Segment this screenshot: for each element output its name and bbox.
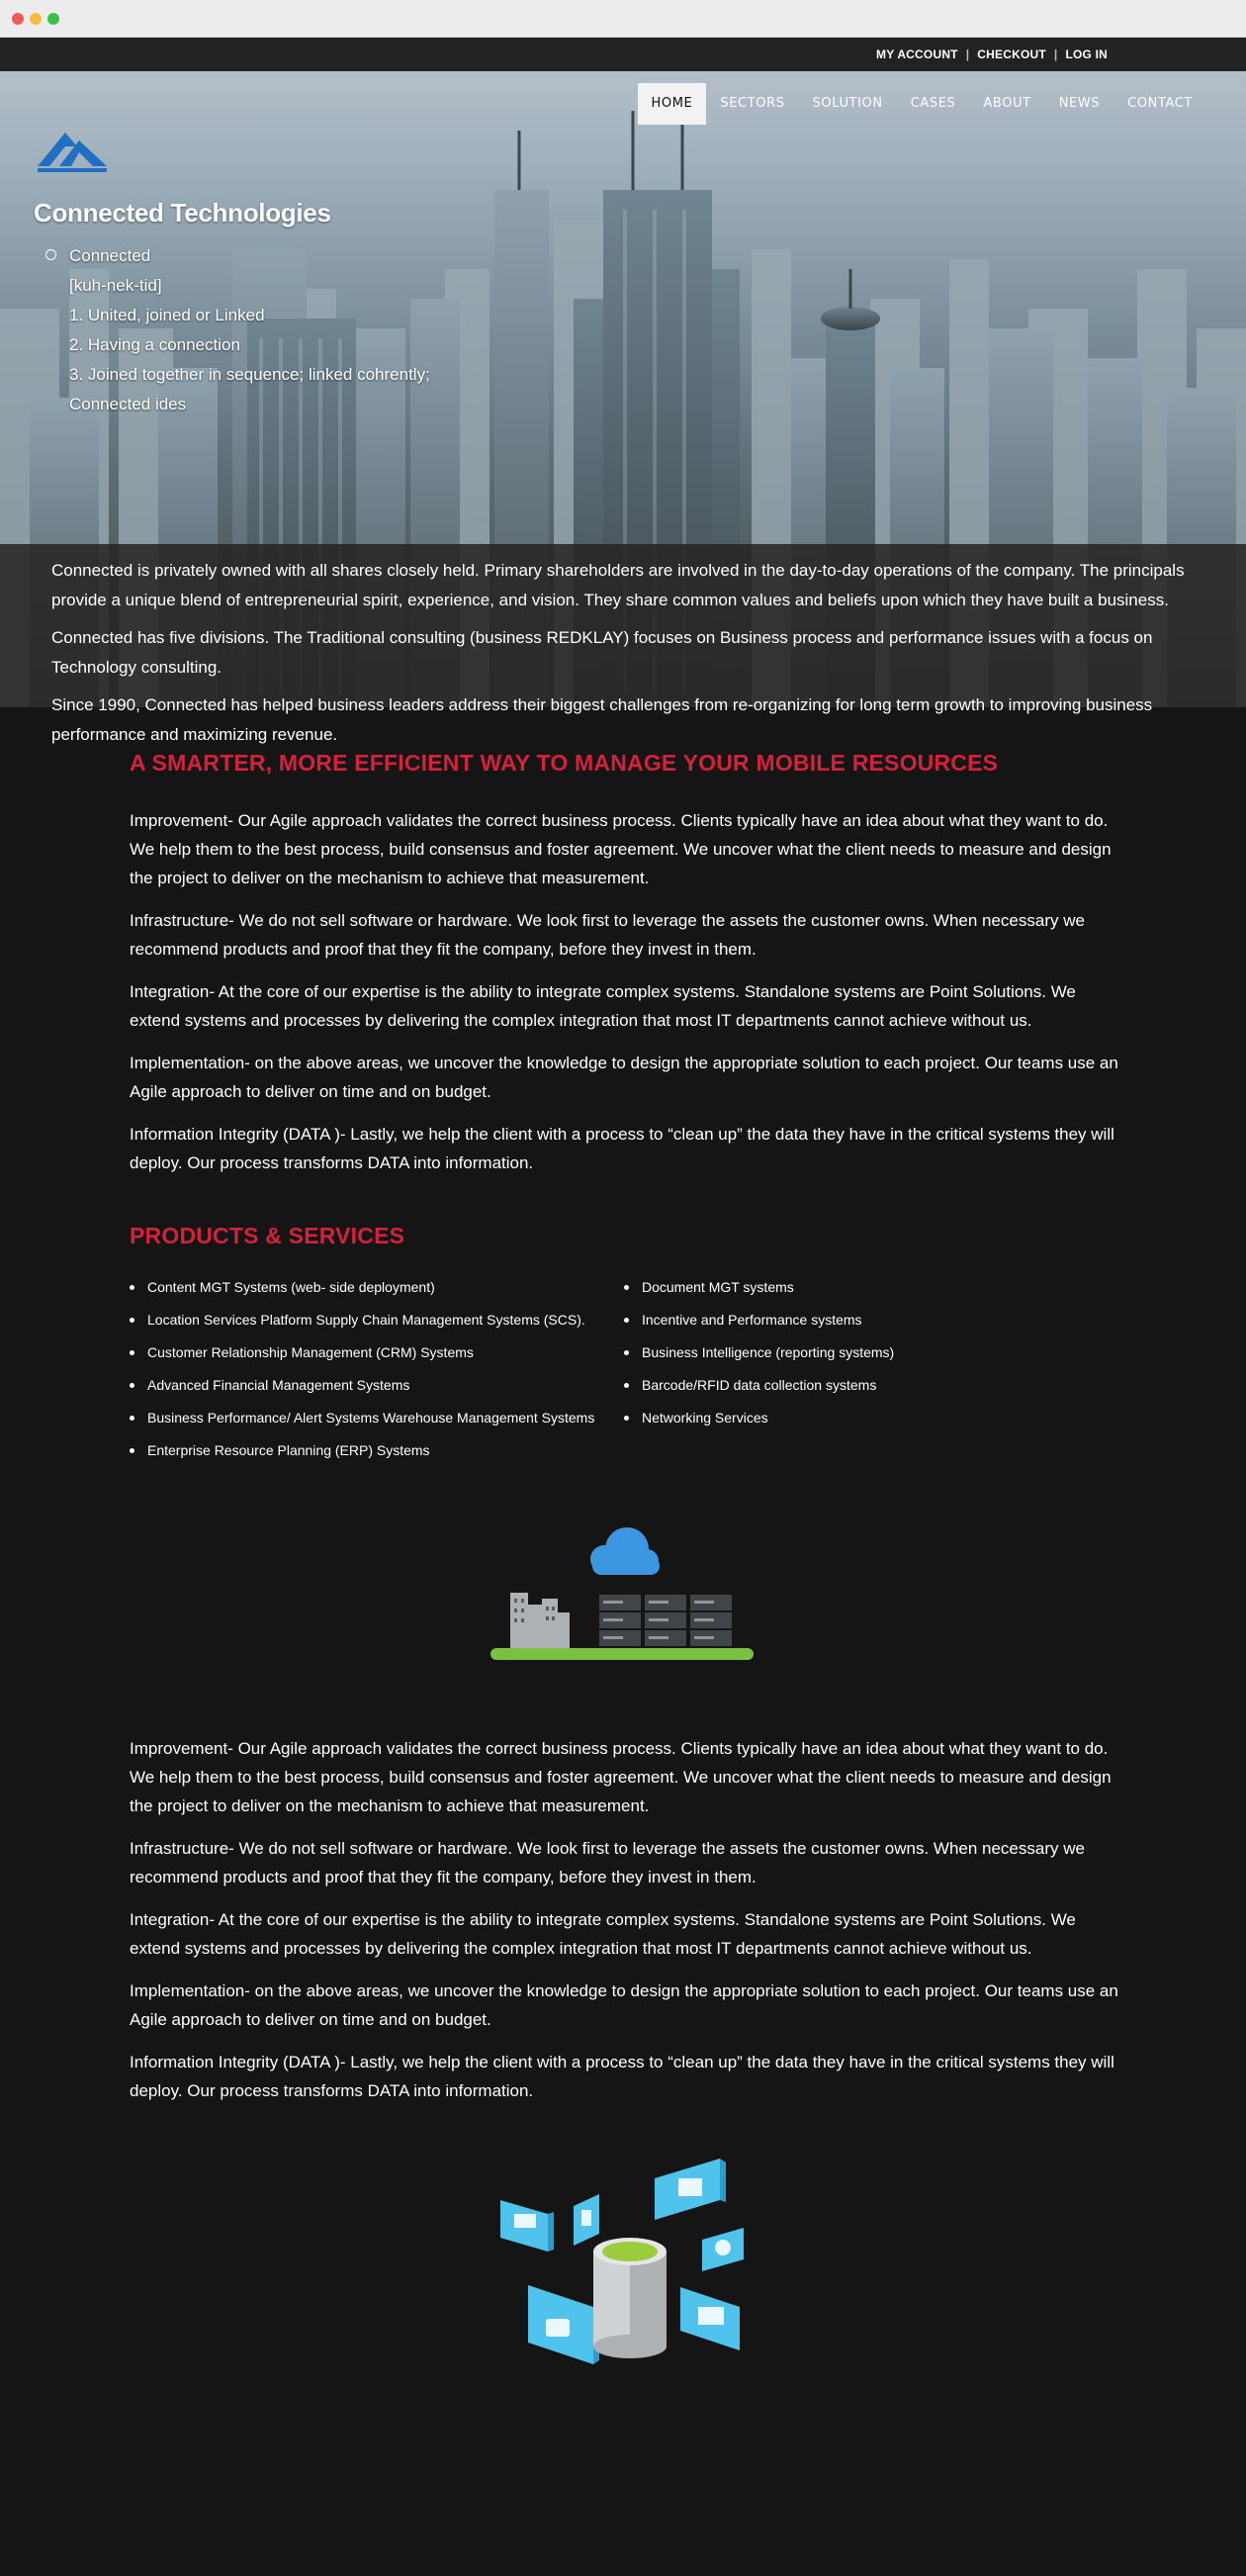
product-item: Location Services Platform Supply Chain Management Systems (SCS). bbox=[130, 1304, 624, 1336]
product-item: Barcode/RFID data collection systems bbox=[624, 1369, 1118, 1402]
product-item: Incentive and Performance systems bbox=[624, 1304, 1118, 1336]
definition-line: 1. United, joined or Linked bbox=[69, 306, 265, 324]
utility-bar bbox=[0, 38, 1246, 71]
section-services-repeat bbox=[130, 1734, 1118, 2119]
window-minimize-icon[interactable] bbox=[30, 13, 42, 25]
service-paragraph: Improvement- Our Agile approach validates the correct business process. Clients typically have an idea about what they want to do. We help them to the best process, build consensus and foster agreement. We uncover what the client needs to measure and design the project to deliver on the mechanism to achieve that measurement. bbox=[130, 1739, 1112, 1815]
utility-separator: | bbox=[965, 47, 970, 61]
section-heading: A SMARTER, MORE EFFICIENT WAY TO MANAGE YOUR MOBILE RESOURCES bbox=[130, 750, 999, 776]
product-item: Enterprise Resource Planning (ERP) Systems bbox=[130, 1434, 624, 1467]
window-close-icon[interactable] bbox=[12, 13, 24, 25]
cloud-city-servers-illustration bbox=[489, 1521, 757, 1670]
about-paragraph: Since 1990, Connected has helped business leaders address their biggest challenges from re-organizing for long term growth to improving business performance and maximizing revenue. bbox=[51, 695, 1153, 744]
nav-news[interactable]: NEWS bbox=[1058, 96, 1101, 111]
nav-contact[interactable]: CONTACT bbox=[1127, 96, 1193, 111]
definition-line: [kuh-nek-tid] bbox=[69, 276, 162, 295]
product-item: Business Intelligence (reporting systems) bbox=[624, 1336, 1118, 1369]
section-products bbox=[130, 1223, 1118, 1467]
service-paragraph: Integration- At the core of our expertise is the ability to integrate complex systems. Standalone systems are Point Solutions. We extend systems and processes by delivering the complex integration that most IT departments cannot achieve without us. bbox=[130, 982, 1076, 1030]
products-list bbox=[130, 1271, 1118, 1467]
definition-line: 3. Joined together in sequence; linked cohrently; bbox=[69, 365, 430, 384]
definition-list bbox=[45, 241, 430, 419]
section-smarter bbox=[130, 750, 1118, 1191]
about-paragraph: Connected is privately owned with all shares closely held. Primary shareholders are involved in the day-to-day operations of the company. The principals provide a unique blend of entrepreneurial spirit, experience, and vision. They share common values and beliefs upon which they have built a business. bbox=[51, 561, 1185, 609]
product-item: Networking Services bbox=[624, 1402, 1118, 1434]
products-heading: PRODUCTS & SERVICES bbox=[130, 1223, 405, 1248]
definition-word: Connected bbox=[45, 241, 430, 271]
service-paragraph: Improvement- Our Agile approach validates the correct business process. Clients typically have an idea about what they want to do. We help them to the best process, build consensus and foster agreement. We uncover what the client needs to measure and design the project to deliver on the mechanism to achieve that measurement. bbox=[130, 811, 1112, 887]
hero-title: Connected Technologies bbox=[34, 198, 331, 228]
nav-sectors[interactable]: SECTORS bbox=[720, 96, 785, 111]
service-paragraph: Implementation- on the above areas, we uncover the knowledge to design the appropriate solution to each project. Our teams use an Agile approach to deliver on time and on budget. bbox=[130, 1981, 1118, 2029]
service-paragraph: Infrastructure- We do not sell software or hardware. We look first to leverage the assets the customer owns. When necessary we recommend products and proof that they fit the company, before they invest in them. bbox=[130, 911, 1085, 959]
nav-solution[interactable]: SOLUTION bbox=[812, 96, 883, 111]
main-nav bbox=[638, 83, 1206, 125]
service-paragraph: Implementation- on the above areas, we uncover the knowledge to design the appropriate solution to each project. Our teams use an Agile approach to deliver on time and on budget. bbox=[130, 1054, 1118, 1101]
utility-separator: | bbox=[1053, 47, 1058, 61]
product-item: Customer Relationship Management (CRM) Systems bbox=[130, 1336, 624, 1369]
product-item: Advanced Financial Management Systems bbox=[130, 1369, 624, 1402]
definition-line: Connected ides bbox=[69, 395, 187, 414]
window-maximize-icon[interactable] bbox=[47, 13, 59, 25]
browser-chrome bbox=[0, 0, 1246, 38]
company-logo[interactable] bbox=[36, 129, 109, 174]
product-item: Business Performance/ Alert Systems Warehouse Management Systems bbox=[130, 1402, 624, 1434]
products-left-column bbox=[130, 1271, 624, 1467]
service-paragraph: Infrastructure- We do not sell software or hardware. We look first to leverage the assets the customer owns. When necessary we recommend products and proof that they fit the company, before they invest in them. bbox=[130, 1839, 1085, 1886]
product-item: Content MGT Systems (web- side deployment) bbox=[130, 1271, 624, 1304]
about-paragraph: Connected has five divisions. The Traditional consulting (business REDKLAY) focuses on Business process and performance issues with a focus on Technology consulting. bbox=[51, 628, 1153, 677]
service-paragraph: Integration- At the core of our expertise is the ability to integrate complex systems. Standalone systems are Point Solutions. We extend systems and processes by delivering the complex integration that most IT departments cannot achieve without us. bbox=[130, 1910, 1076, 1958]
products-right-column bbox=[624, 1271, 1118, 1467]
about-band bbox=[0, 544, 1246, 744]
nav-cases[interactable]: CASES bbox=[910, 96, 956, 111]
checkout-link[interactable]: CHECKOUT bbox=[977, 47, 1046, 61]
service-paragraph: Information Integrity (DATA )- Lastly, we help the client with a process to “clean up” the data they have in the critical systems they will deploy. Our process transforms DATA into information. bbox=[130, 2053, 1114, 2100]
hero-banner bbox=[0, 71, 1246, 744]
log-in-link[interactable]: LOG IN bbox=[1065, 47, 1108, 61]
product-item: Document MGT systems bbox=[624, 1271, 1118, 1304]
nav-home[interactable]: HOME bbox=[638, 83, 707, 125]
web-page bbox=[0, 38, 1246, 2576]
utility-links bbox=[876, 47, 1108, 61]
nav-about[interactable]: ABOUT bbox=[983, 96, 1031, 111]
my-account-link[interactable]: MY ACCOUNT bbox=[876, 47, 958, 61]
definition-line: 2. Having a connection bbox=[69, 335, 240, 354]
database-apps-illustration bbox=[494, 2149, 752, 2366]
service-paragraph: Information Integrity (DATA )- Lastly, we help the client with a process to “clean up” the data they have in the critical systems they will deploy. Our process transforms DATA into information. bbox=[130, 1125, 1114, 1172]
